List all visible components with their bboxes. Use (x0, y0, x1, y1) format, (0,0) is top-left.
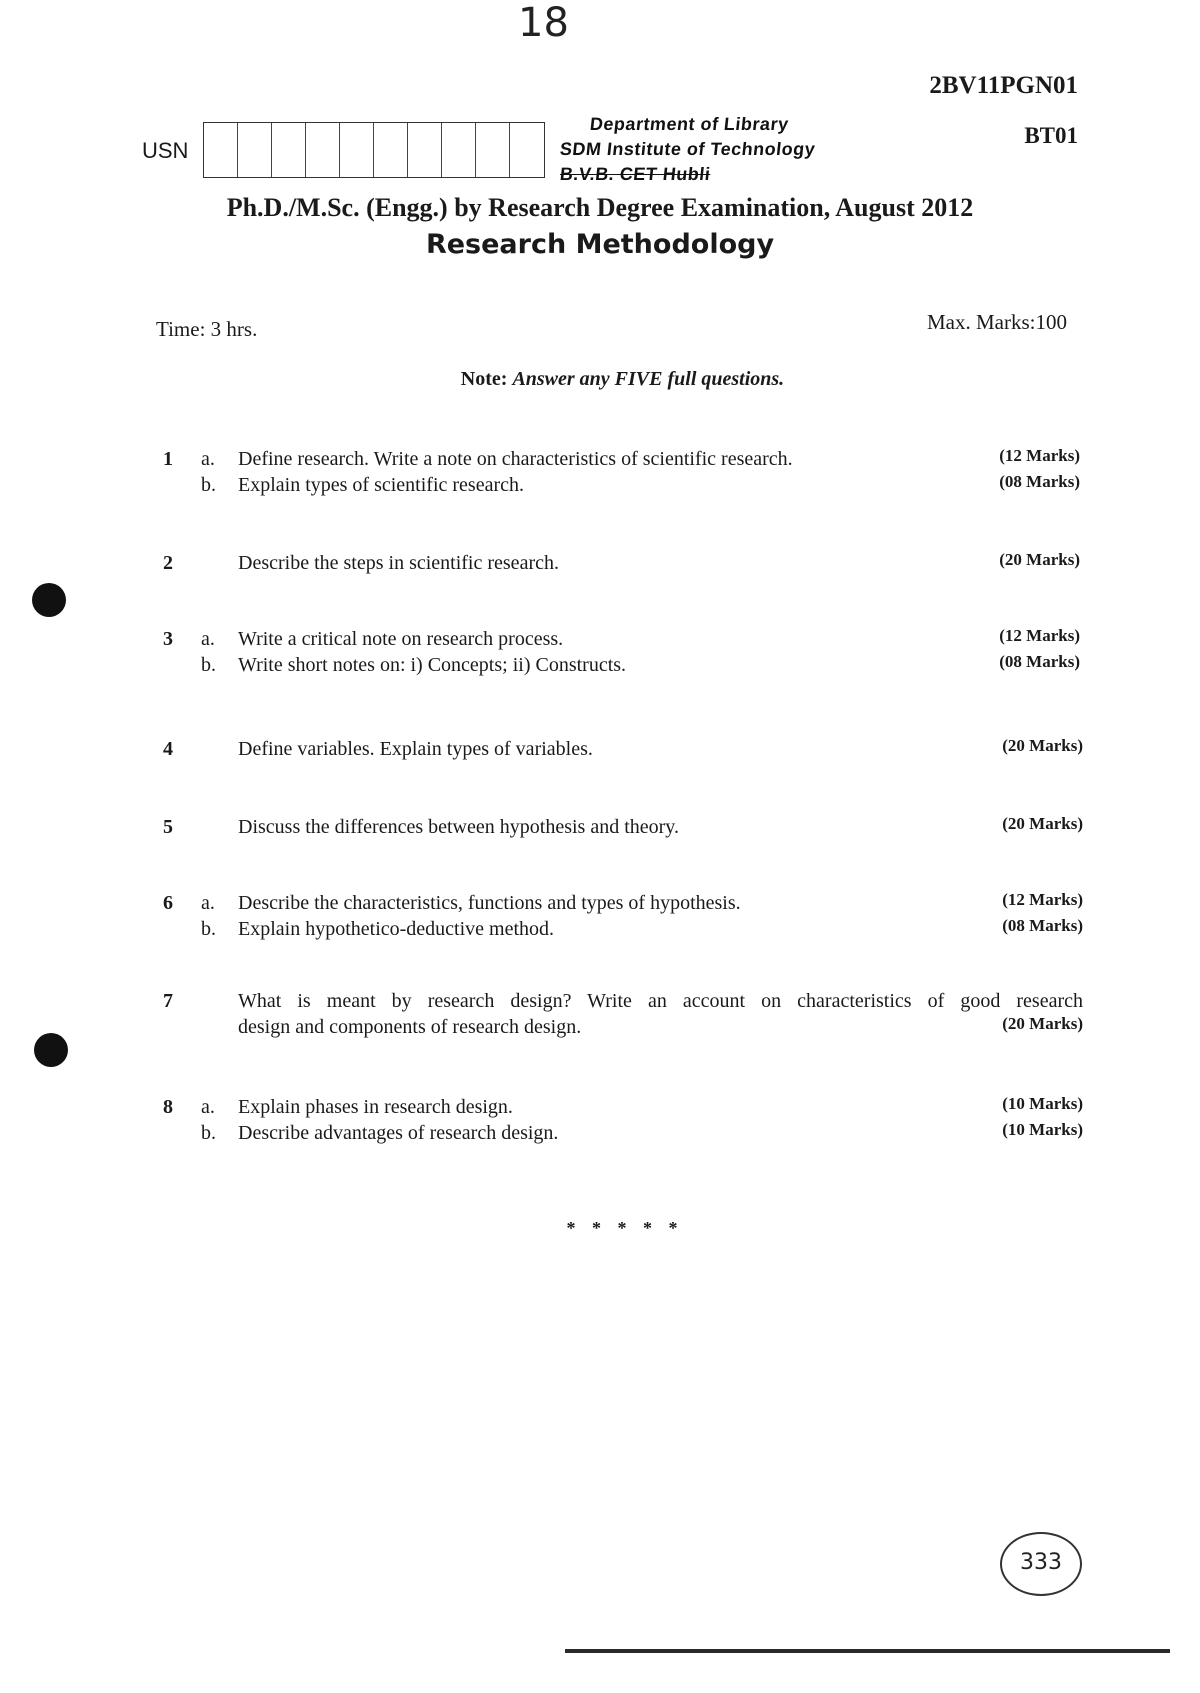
question-number: 4 (163, 738, 173, 760)
question-marks: (20 Marks) (999, 550, 1080, 569)
exam-time: Time: 3 hrs. (156, 317, 258, 341)
usn-label: USN (142, 138, 189, 163)
question-text: Define research. Write a note on characteristics of scientific research. (238, 448, 793, 470)
question-part-label: a. (201, 448, 215, 470)
instructions-note (0, 368, 1200, 391)
question-number: 3 (163, 628, 173, 650)
usn-box (476, 123, 510, 177)
usn-box (306, 123, 340, 177)
question-text: What is meant by research design? Write an account on characteristics of good research (238, 990, 1083, 1012)
usn-box (442, 123, 476, 177)
subject-title: Research Methodology (425, 229, 775, 260)
question-text: Discuss the differences between hypothesis and theory. (238, 816, 679, 838)
question-number: 2 (163, 552, 173, 574)
question-part-label: b. (201, 474, 216, 496)
question-marks: (10 Marks) (1002, 1120, 1083, 1139)
usn-box (272, 123, 306, 177)
question-part-label: b. (201, 1122, 216, 1144)
usn-box (408, 123, 442, 177)
exam-title: Ph.D./M.Sc. (Engg.) by Research Degree Examination, August 2012 (226, 193, 974, 222)
handwritten-page-number: 18 (518, 0, 569, 46)
question-text: Describe advantages of research design. (238, 1122, 559, 1144)
question-part-label: a. (201, 628, 215, 650)
question-part-label: a. (201, 1096, 215, 1118)
question-marks: (12 Marks) (1002, 890, 1083, 909)
question-part-label: b. (201, 654, 216, 676)
question-marks: (20 Marks) (1002, 736, 1083, 755)
question-part-label: b. (201, 918, 216, 940)
question-text: Explain hypothetico-deductive method. (238, 918, 555, 940)
max-marks: Max. Marks:100 (927, 310, 1067, 334)
usn-box-row (203, 122, 545, 178)
stamp-line-3: B.V.B. CET Hubli (559, 164, 712, 184)
question-marks: (08 Marks) (1002, 916, 1083, 935)
question-marks: (08 Marks) (999, 652, 1080, 671)
question-text: Explain types of scientific research. (238, 474, 524, 496)
paper-code: 2BV11PGN01 (929, 72, 1078, 99)
question-marks: (08 Marks) (999, 472, 1080, 491)
question-text: Define variables. Explain types of variables. (238, 738, 593, 760)
question-marks: (20 Marks) (1002, 814, 1083, 833)
question-text: Write a critical note on research process. (238, 628, 564, 650)
note-label: Note: (460, 368, 508, 390)
usn-box (374, 123, 408, 177)
end-marker: * * * * * (566, 1218, 684, 1238)
question-text: design and components of research design. (238, 1016, 582, 1038)
library-stamp (560, 112, 900, 187)
question-number: 5 (163, 816, 173, 838)
question-text: Explain phases in research design. (238, 1096, 513, 1118)
question-text: Describe the characteristics, functions and types of hypothesis. (238, 892, 741, 914)
question-number: 6 (163, 892, 173, 914)
question-text: Describe the steps in scientific research. (238, 552, 559, 574)
question-number: 7 (163, 990, 173, 1012)
usn-box (204, 123, 238, 177)
question-marks: (10 Marks) (1002, 1094, 1083, 1113)
punch-hole-bottom (34, 1033, 68, 1067)
question-number: 1 (163, 448, 173, 470)
question-marks: (20 Marks) (1002, 1014, 1083, 1033)
stamp-line-2: SDM Institute of Technology (559, 139, 817, 159)
usn-box (238, 123, 272, 177)
punch-hole-top (32, 583, 66, 617)
usn-box (340, 123, 374, 177)
question-marks: (12 Marks) (999, 446, 1080, 465)
subject-code: BT01 (1024, 123, 1078, 148)
scan-edge-line (565, 1649, 1170, 1653)
usn-box (510, 123, 544, 177)
note-text: Answer any FIVE full questions. (512, 368, 785, 390)
stamp-line-1: Department of Library (589, 114, 790, 134)
page-number-stamp: 333 (1000, 1532, 1082, 1596)
question-number: 8 (163, 1096, 173, 1118)
question-text: Write short notes on: i) Concepts; ii) Constructs. (238, 654, 627, 676)
question-marks: (12 Marks) (999, 626, 1080, 645)
question-part-label: a. (201, 892, 215, 914)
